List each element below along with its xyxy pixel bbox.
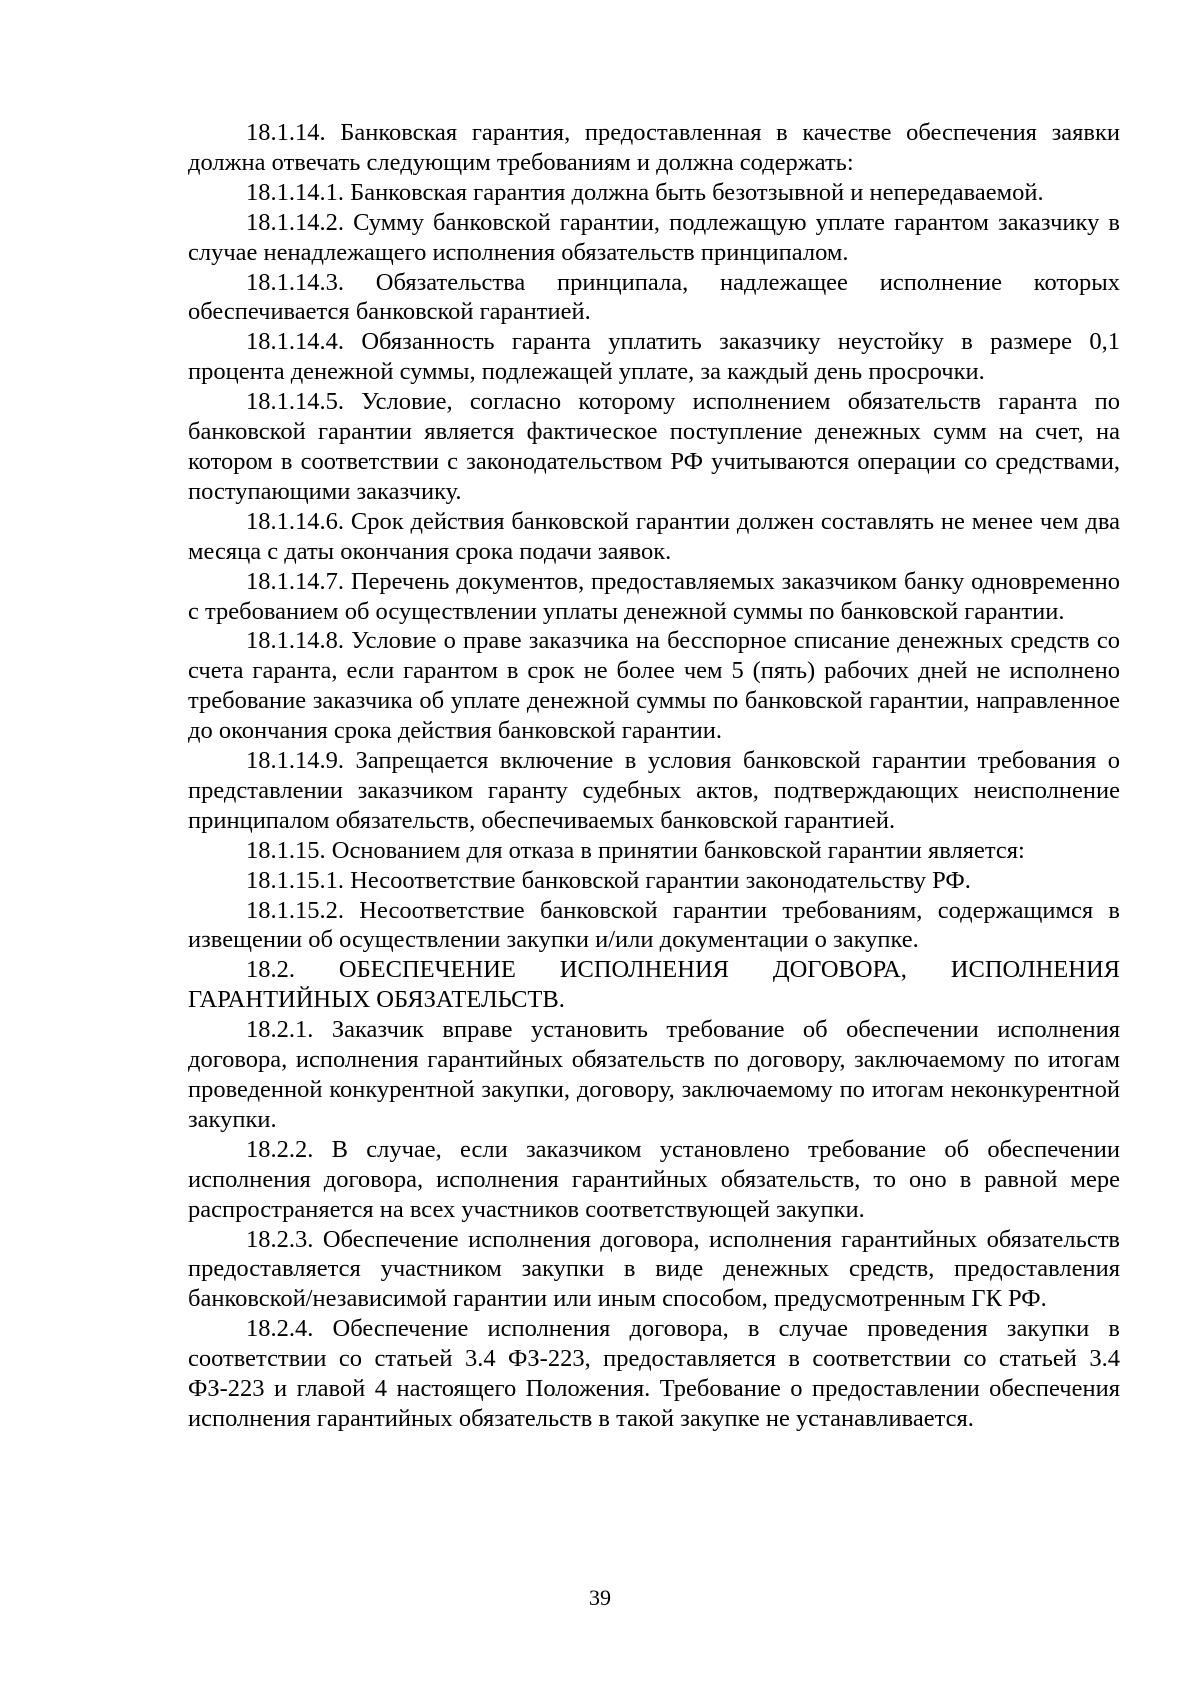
paragraph-18-1-14-2: 18.1.14.2. Сумму банковской гарантии, подлежащую уплате гарантом заказчику в случае ненадлежащего исполнения обязательств принципалом. xyxy=(188,208,1120,266)
paragraph-18-2-1: 18.2.1. Заказчик вправе установить требование об обеспечении исполнения договора, исполнения гарантийных обязательств по договору, заключаемому по итогам проведенной конкурентной закупки, договору, заключаемому по итогам неконкурентной закупки. xyxy=(188,1016,1120,1133)
paragraph-18-1-14-1: 18.1.14.1. Банковская гарантия должна быть безотзывной и непередаваемой. xyxy=(246,178,1044,206)
paragraph-18-1-14-9: 18.1.14.9. Запрещается включение в условия банковской гарантии требования о представлении заказчиком гаранту судебных актов, подтверждающих неисполнение принципалом обязательств, обеспечиваемых банковской гарантией. xyxy=(188,747,1120,834)
paragraph-18-1-14-8: 18.1.14.8. Условие о праве заказчика на бесспорное списание денежных средств со счета гаранта, если гарантом в срок не более чем 5 (пять) рабочих дней не исполнено требование заказчика об уплате денежной суммы по банковской гарантии, направленное до окончания срока действия банковской гарантии. xyxy=(188,627,1120,745)
document-body xyxy=(188,118,1120,1434)
paragraph-18-2-3: 18.2.3. Обеспечение исполнения договора, исполнения гарантийных обязательств предоставляется участником закупки в виде денежных средств, предоставления банковской/независимой гарантии или иным способом, предусмотренным ГК РФ. xyxy=(188,1225,1120,1313)
paragraph-18-1-15: 18.1.15. Основанием для отказа в принятии банковской гарантии является: xyxy=(246,836,1025,864)
paragraph-18-1-14-4: 18.1.14.4. Обязанность гаранта уплатить заказчику неустойку в размере 0,1 процента денежной суммы, подлежащей уплате, за каждый день просрочки. xyxy=(188,328,1120,386)
paragraph-18-1-14-5: 18.1.14.5. Условие, согласно которому исполнением обязательств гаранта по банковской гарантии является фактическое поступление денежных сумм на счет, на котором в соответствии с законодательством РФ учитываются операции со средствами, поступающими заказчику. xyxy=(188,388,1120,505)
paragraph-18-2-4: 18.2.4. Обеспечение исполнения договора, в случае проведения закупки в соответствии со статьей 3.4 ФЗ-223, предоставляется в соответствии со статьей 3.4 ФЗ-223 и главой 4 настоящего Положения. Требование о предоставлении обеспечения исполнения гарантийных обязательств в такой закупке не устанавливается. xyxy=(188,1315,1120,1432)
paragraph-18-1-15-2: 18.1.15.2. Несоответствие банковской гарантии требованиям, содержащимся в извещении об осуществлении закупки и/или документации о закупке. xyxy=(188,896,1120,954)
page-number: 39 xyxy=(589,1585,611,1610)
paragraph-18-1-15-1: 18.1.15.1. Несоответствие банковской гарантии законодательству РФ. xyxy=(246,866,971,894)
paragraph-18-2-2: 18.2.2. В случае, если заказчиком установлено требование об обеспечении исполнения договора, исполнения гарантийных обязательств, то оно в равной мере распространяется на всех участников соответствующей закупки. xyxy=(188,1135,1120,1223)
paragraph-18-1-14-3: 18.1.14.3. Обязательства принципала, надлежащее исполнение которых обеспечивается банковской гарантией. xyxy=(188,268,1120,326)
paragraph-18-1-14-7: 18.1.14.7. Перечень документов, предоставляемых заказчиком банку одновременно с требованием об осуществлении уплаты денежной суммы по банковской гарантии. xyxy=(188,567,1120,625)
paragraph-18-1-14: 18.1.14. Банковская гарантия, предоставленная в качестве обеспечения заявки должна отвечать следующим требованиям и должна содержать: xyxy=(188,119,1120,176)
section-heading-18-2: 18.2. ОБЕСПЕЧЕНИЕ ИСПОЛНЕНИЯ ДОГОВОРА, ИСПОЛНЕНИЯ ГАРАНТИЙНЫХ ОБЯЗАТЕЛЬСТВ. xyxy=(188,956,1120,1014)
paragraph-18-1-14-6: 18.1.14.6. Срок действия банковской гарантии должен составлять не менее чем два месяца с даты окончания срока подачи заявок. xyxy=(188,507,1120,565)
